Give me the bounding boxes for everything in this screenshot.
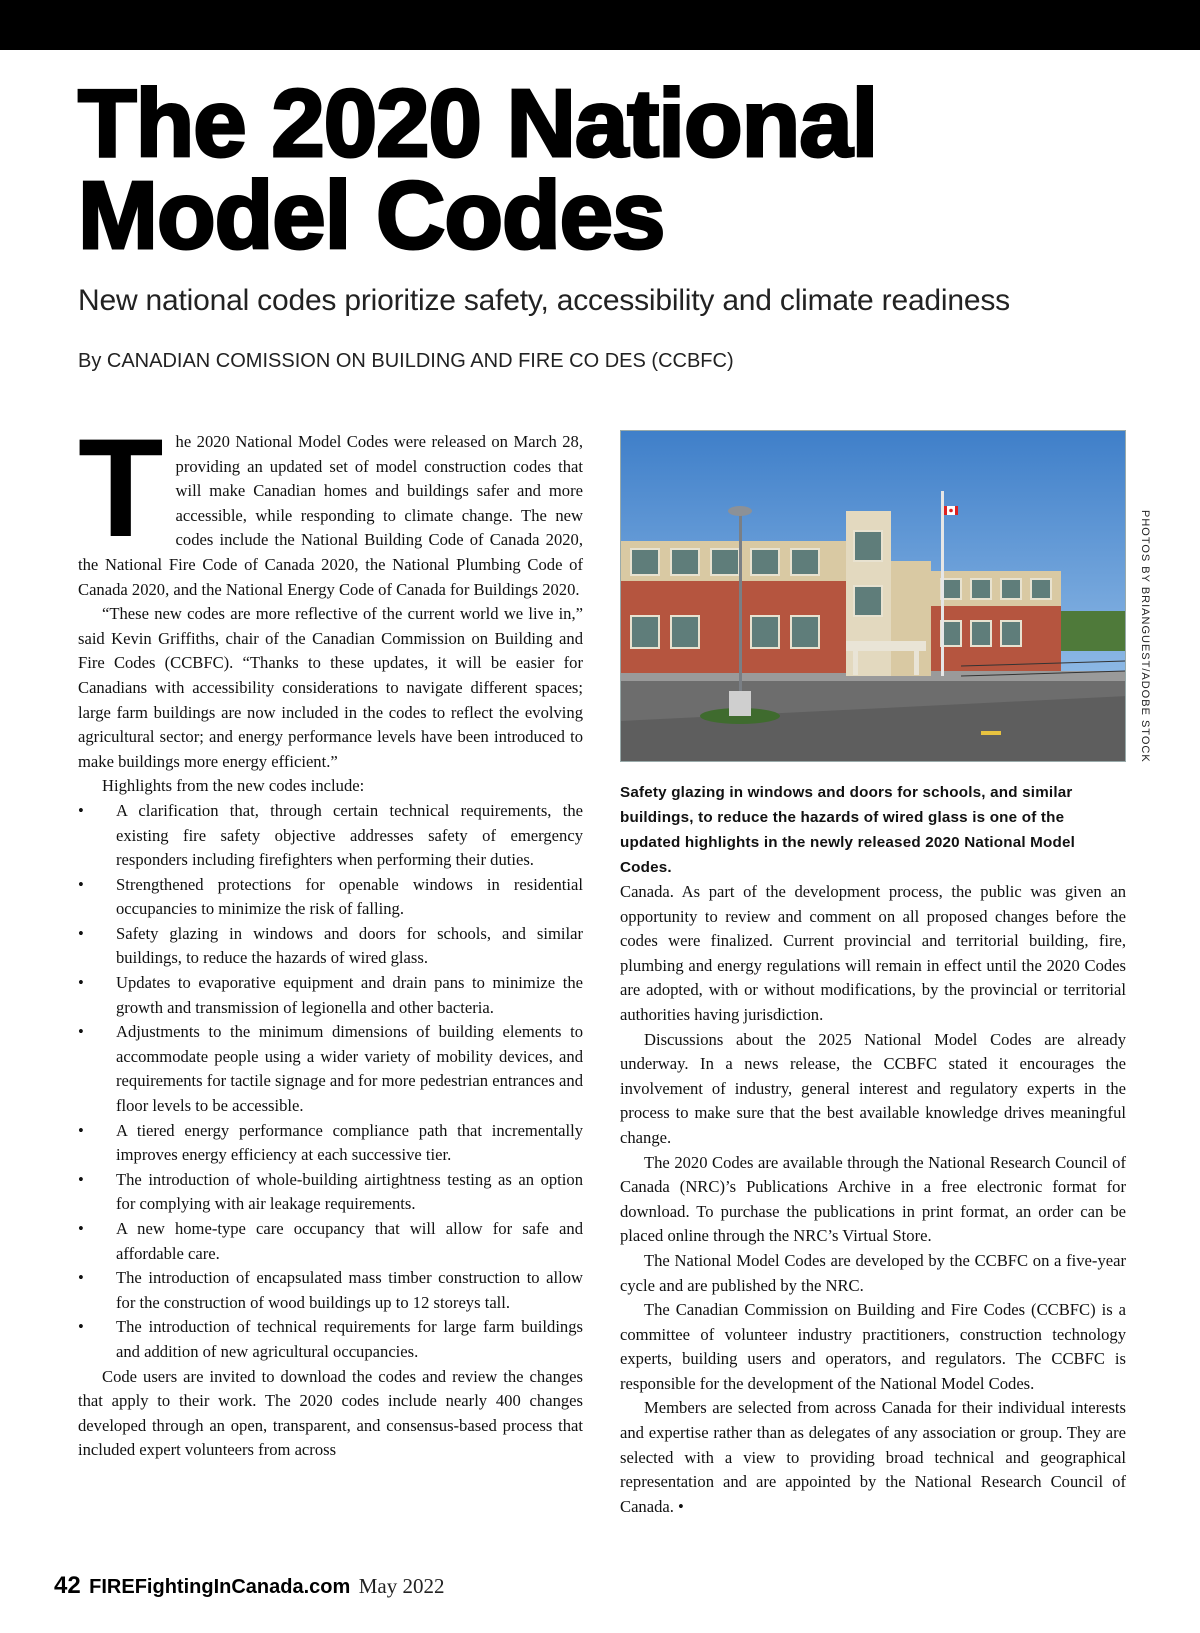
right-column bbox=[620, 880, 1126, 1519]
paragraph-cycle: The National Model Codes are developed by the CCBFC on a five-year cycle and are published by the NRC. bbox=[620, 1250, 1126, 1295]
quote-paragraph: “These new codes are more reflective of the current world we live in,” said Kevin Griffiths, chair of the Canadian Commission on Building and Fire Codes (CCBFC). “Thanks to these updates, it will be easier for Canadians with accessibility considerations to navigate different spaces; large farm buildings are now included in the codes to reflect the evolving agricultural sector; and energy performance levels have been introduced to make buildings more energy efficient.” bbox=[78, 604, 583, 771]
list-item: • The introduction of whole-building airtightness testing as an option for complying with air leakage requirements. bbox=[78, 1168, 583, 1217]
code-users-continued: Canada. As part of the development process, the public was given an opportunity to review and comment on all proposed changes before the codes were finalized. Current provincial and territorial building, fire, plumbing and energy regulations will remain in effect until the 2020 Codes are adopted, with or without modifications, by the provincial or territorial authorities having jurisdiction. bbox=[620, 882, 1126, 1024]
title-line-2: Model Codes bbox=[78, 162, 665, 269]
school-photo-illustration bbox=[621, 431, 1126, 762]
photo-caption: Safety glazing in windows and doors for schools, and similar buildings, to reduce the hazards of wired glass is one of the updated highlights in the newly released 2020 National Model Codes. bbox=[620, 784, 1076, 876]
list-item: • The introduction of encapsulated mass timber construction to allow for the construction of wood buildings up to 12 storeys tall. bbox=[78, 1266, 583, 1315]
left-column bbox=[78, 409, 583, 1463]
drop-cap: T bbox=[78, 409, 164, 566]
page-footer bbox=[54, 1572, 444, 1600]
intro-paragraph bbox=[78, 409, 583, 602]
paragraph-availability: The 2020 Codes are available through the National Research Council of Canada (NRC)’s Publications Archive in a free electronic format for download. To purchase the publications in print format, an order can be placed online through the NRC’s Virtual Store. bbox=[620, 1152, 1126, 1246]
top-black-bar bbox=[0, 0, 1200, 50]
article-subtitle: New national codes prioritize safety, accessibility and climate readiness bbox=[78, 284, 1010, 317]
list-item: • The introduction of technical requirements for large farm buildings and addition of new agricultural occupancies. bbox=[78, 1315, 583, 1364]
article-title bbox=[78, 70, 1158, 269]
magazine-website: FIREFightingInCanada.com bbox=[89, 1576, 351, 1598]
article-byline: By CANADIAN COMISSION ON BUILDING AND FIRE CO DES (CCBFC) bbox=[78, 350, 734, 372]
list-item: • A new home-type care occupancy that will allow for safe and affordable care. bbox=[78, 1217, 583, 1266]
list-item: • A tiered energy performance compliance path that incrementally improves energy efficiency at each successive tier. bbox=[78, 1119, 583, 1168]
list-item: • Strengthened protections for openable windows in residential occupancies to minimize the risk of falling. bbox=[78, 873, 583, 922]
school-building-photo bbox=[620, 430, 1126, 762]
intro-text: he 2020 National Model Codes were released on March 28, providing an updated set of model construction codes that will make Canadian homes and buildings safer and more accessible, while responding to climate change. The new codes include the National Building Code of Canada 2020, the National Fire Code of Canada 2020, the National Plumbing Code of Canada 2020, and the National Energy Code of Canada for Buildings 2020. bbox=[78, 432, 583, 599]
photo-credit: PHOTOS BY BRIANGUEST/ADOBE STOCK bbox=[1139, 510, 1151, 763]
list-item: • Updates to evaporative equipment and drain pans to minimize the growth and transmission of legionella and other bacteria. bbox=[78, 971, 583, 1020]
paragraph-members: Members are selected from across Canada for their individual interests and expertise rather than as delegates of any association or group. They are selected with a view to providing broad technical and geographical representation and are appointed by the National Research Council of Canada. • bbox=[620, 1398, 1126, 1516]
highlights-list bbox=[78, 799, 583, 1365]
highlights-intro: Highlights from the new codes include: bbox=[102, 776, 365, 796]
code-users-paragraph: Code users are invited to download the codes and review the changes that apply to their work. The 2020 codes include nearly 400 changes developed through an open, transparent, and consensus-based process that included expert volunteers from across bbox=[78, 1366, 583, 1460]
issue-date: May 2022 bbox=[358, 1574, 445, 1598]
paragraph-ccbfc: The Canadian Commission on Building and Fire Codes (CCBFC) is a committee of volunteer industry practitioners, construction technology experts, building users and operators, and regulators. The CCBFC is responsible for the development of the National Model Codes. bbox=[620, 1300, 1126, 1393]
page-number: 42 bbox=[54, 1572, 81, 1599]
list-item: • Adjustments to the minimum dimensions of building elements to accommodate people using a wider variety of mobility devices, and requirements for tactile signage and for more pedestrian entrances and floor levels to be accessible. bbox=[78, 1020, 583, 1118]
list-item: • A clarification that, through certain technical requirements, the existing fire safety objective addresses safety of emergency responders including firefighters when performing their duties. bbox=[78, 799, 583, 873]
paragraph-2025-codes: Discussions about the 2025 National Model Codes are already underway. In a news release, the CCBFC stated it encourages the involvement of industry, general interest and regulatory experts in the process to make sure that the best available knowledge drives meaningful change. bbox=[620, 1029, 1126, 1147]
list-item: • Safety glazing in windows and doors for schools, and similar buildings, to reduce the hazards of wired glass. bbox=[78, 922, 583, 971]
title-line-1: The 2020 National bbox=[78, 70, 878, 177]
